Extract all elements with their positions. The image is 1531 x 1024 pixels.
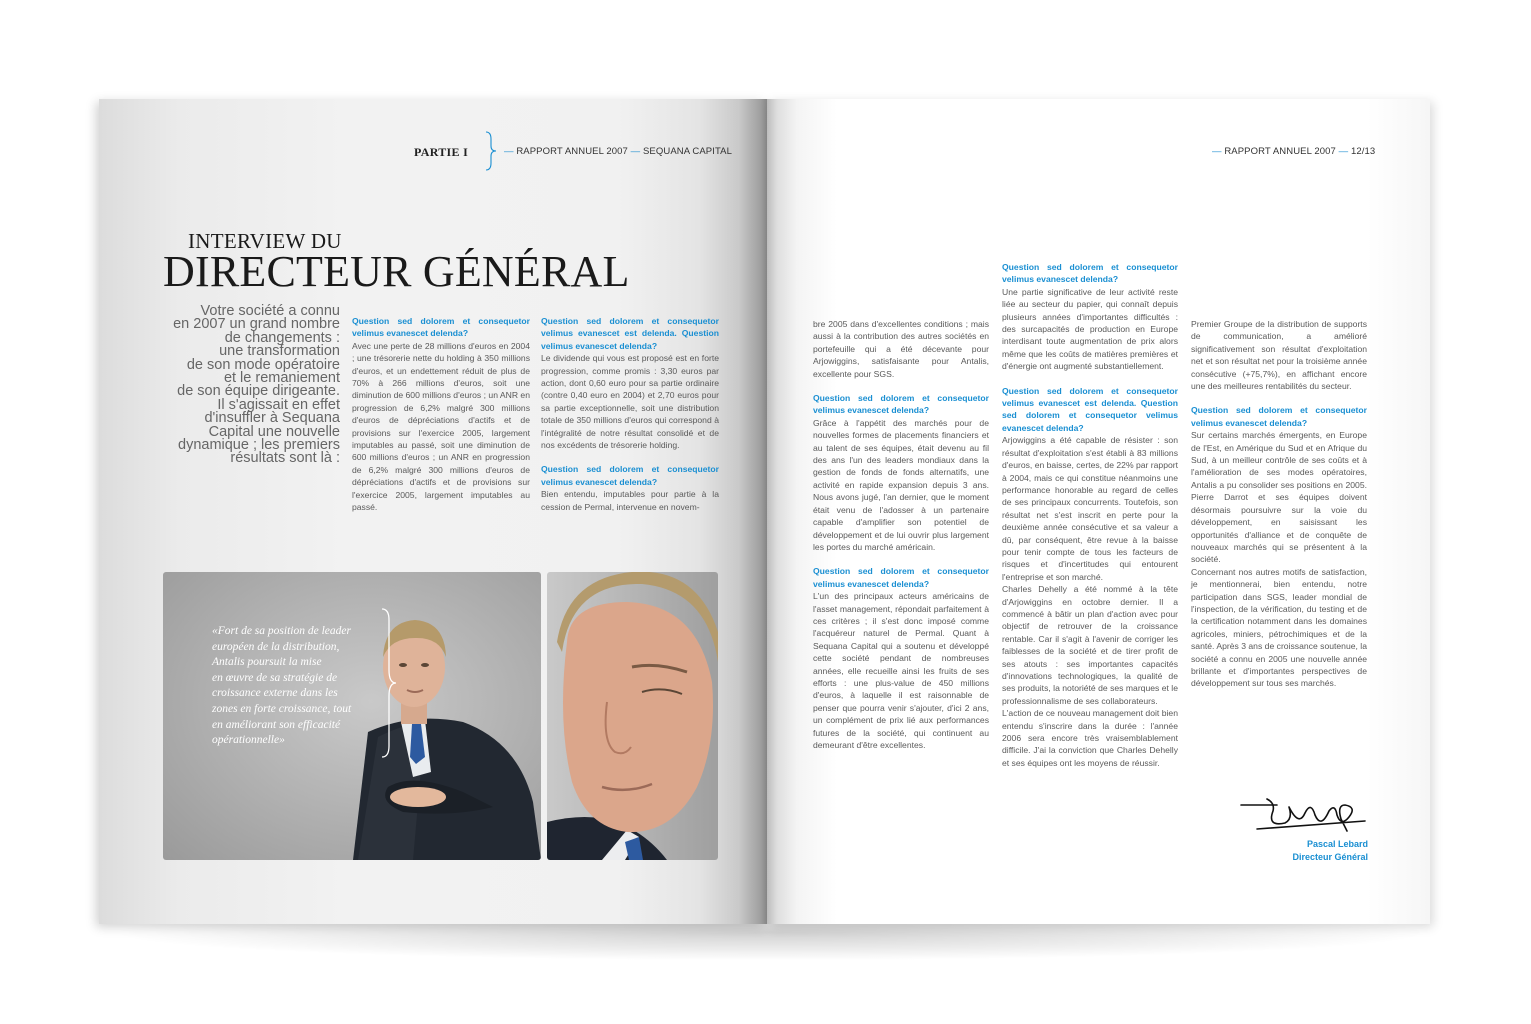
- closeup-illustration: [547, 572, 718, 860]
- answer-text: Avec une perte de 28 millions d'euros en 2004 ; une trésorerie nette du holding à 350 millions d'euros, et un endettement réduit de plus de 70% à 266 millions d'euros, soit une diminution de 600 millions d'euros ; un ANR en progression de 6,2% malgré 300 millions d'euros de dépréciations d'actifs et de provisions sur l'exercice 2005, largement imputables au passé, soit une diminution de 600 millions d'euros ; un ANR en progression de 6,2% malgré 300 millions d'euros de dépréciations d'actifs et de provisions sur l'exercice 2005, largement imputables au passé.: [352, 340, 530, 513]
- column-2: [541, 315, 719, 513]
- question-heading: Question sed dolorem et consequetor velimus evanescet est delenda. Question sed dolorem et consequetor velimus evanescet delenda?: [1002, 385, 1178, 433]
- column-5: [1191, 318, 1367, 690]
- answer-text: Arjowiggins a été capable de résister : son résultat d'exploitation s'est établi à 83 millions d'euros, en baisse, certes, de 22% par rapport à 2004, mais ce qui constitue néanmoins une performance honorable au regard de celles de ses principaux concurrents. Toutefois, son résultat net s'est inscrit en perte pour la deuxième année consécutive et sa valeur a dû, par conséquent, être revue à la baisse pour tenir compte de tous les facteurs de risques et d'incertitudes qui entourent l'entreprise et son marché.: [1002, 435, 1179, 582]
- question-heading: Question sed dolorem et consequetor velimus evanescet delenda?: [1191, 405, 1367, 428]
- handwritten-signature: [1237, 797, 1372, 837]
- answer-text: Concernant nos autres motifs de satisfaction, je mentionnerai, bien entendu, notre participation dans SGS, leader mondial de l'inspection, de la vérification, du testing et de la certification notamment dans les domaines agricoles, miniers, pétrochimiques et de la santé. Après 3 ans de croissance soutenue, la société a connu en 2005 une nouvelle année brillante et d'importantes perspectives de développement sur tous ses marchés.: [1191, 566, 1367, 689]
- executive-portrait-photo: [163, 572, 541, 860]
- running-head-right: — RAPPORT ANNUEL 2007 — 12/13: [1212, 146, 1376, 157]
- answer-text: Sur certains marchés émergents, en Europe de l'Est, en Amérique du Sud et en Afrique du Sud, à un meilleur contrôle de ses coûts et à l'amélioration de ses modes opératoires, Antalis a pu consolider ses positions en 2005. Pierre Darrot et ses équipes doivent désormais poursuivre sur la voie du développement, en saisissant les opportunités d'alliance et de conquête de nouveaux marchés qui se présentent à la société.: [1191, 430, 1367, 565]
- section-label: PARTIE I: [414, 145, 469, 159]
- running-head-company: SEQUANA CAPITAL: [643, 146, 732, 157]
- answer-text: Bien entendu, imputables pour partie à la cession de Permal, intervenue en novem-: [541, 489, 719, 512]
- question-heading: Question sed dolorem et consequetor velimus evanescet est delenda. Question velimus evanescet delenda?: [541, 316, 719, 351]
- question-heading: Question sed dolorem et consequetor velimus evanescet delenda?: [1002, 262, 1178, 285]
- signature-block: [1227, 838, 1368, 863]
- right-page: [767, 99, 1430, 924]
- question-heading: Question sed dolorem et consequetor velimus evanescet delenda?: [352, 316, 530, 339]
- question-heading: Question sed dolorem et consequetor velimus evanescet delenda?: [541, 464, 719, 487]
- intro-text: Votre société a connu en 2007 un grand nombre de changements : une transformation de son mode opératoire et le remaniement de son équipe dirigeante. Il s'agissait en effet d'insuffler à Sequana Capital une nouvelle dynamique ; les premiers résultats sont là :: [173, 303, 340, 467]
- executive-closeup-photo: [547, 572, 718, 860]
- page-title: DIRECTEUR GÉNÉRAL: [163, 247, 630, 296]
- quote-brace-icon: [381, 608, 397, 758]
- running-head-title-right: RAPPORT ANNUEL 2007: [1224, 146, 1336, 157]
- pull-quote: «Fort de sa position de leader européen de la distribution, Antalis poursuit la mise en œuvre de sa stratégie de croissance externe dans les zones en forte croissance, tout en améliorant son efficacité opérationnelle»: [212, 625, 352, 747]
- answer-text: bre 2005 dans d'excellentes conditions ; mais aussi à la contribution des autres sociétés en portefeuille qui a été décevante pour Arjowiggins, satisfaisante pour Antalis, excellente pour SGS.: [813, 319, 989, 379]
- answer-text: L'action de ce nouveau management doit bien entendu s'inscrire dans la durée : l'année 2006 sera encore très vraisemblablement difficile. J'ai la conviction que Charles Dehelly et ses équipes ont les moyens de réussir.: [1002, 708, 1178, 768]
- signatory-role: Directeur Général: [1292, 851, 1368, 862]
- running-head-title: RAPPORT ANNUEL 2007: [516, 146, 628, 157]
- column-1: [352, 315, 530, 514]
- answer-text: Le dividende qui vous est proposé est en forte progression, comme promis : 3,30 euros par action, dont 0,60 euro pour sa partie ordinaire (contre 0,40 euro en 2004) et 2,70 euros pour sa partie exceptionnelle, soit une distribution totale de 350 millions d'euros qui correspond à l'intégralité de notre résultat consolidé et de nos excédents de trésorerie holding.: [541, 353, 719, 451]
- column-3: [813, 318, 989, 751]
- signatory-name: Pascal Lebard: [1306, 839, 1368, 849]
- running-head-left: — RAPPORT ANNUEL 2007 — SEQUANA CAPITAL: [504, 146, 732, 157]
- answer-text: L'un des principaux acteurs américains de l'asset management, répondait parfaitement à ces critères ; il s'est donc imposé comme l'acquéreur naturel de Permal. Quant à Sequana Capital qui a soutenu et développé cette société pendant de nombreuses années, elle recueille ainsi les fruits de ses efforts : une plus-value de 450 millions d'euros, à laquelle il est raisonnable de penser que pourra venir s'ajouter, d'ici 2 ans, un complément de prix lié aux performances futures de la société, qui continuent au demeurant d'être excellentes.: [813, 591, 989, 750]
- question-heading: Question sed dolorem et consequetor velimus evanescet delenda?: [813, 393, 989, 416]
- column-4: [1002, 261, 1178, 769]
- answer-text: Charles Dehelly a été nommé à la tête d'Arjowiggins en octobre dernier. Il a commencé à bâtir un plan d'action avec pour objectif de retrouver de la croissance rentable. Car il s'agit à l'avenir de corriger les faiblesses de la société et de tirer profit de ses atouts : ses importantes capacités d'innovations technologiques, la qualité de ses produits, la notoriété de ses marques et le professionnalisme de ses collaborateurs.: [1002, 584, 1178, 706]
- title-line-1: INTERVIEW DU: [188, 229, 342, 253]
- brace-icon: [484, 131, 498, 171]
- answer-text: Premier Groupe de la distribution de supports de communication, a amélioré significativement son résultat d'exploitation net et son résultat net pour la troisième année consécutive (+75,7%), en affichant encore une des meilleures rentabilités du secteur.: [1191, 319, 1367, 392]
- left-page: [99, 99, 767, 924]
- answer-text: Une partie significative de leur activité reste liée au secteur du papier, qui connaît depuis plusieurs années d'importantes difficultés : des surcapacités de production en Europe interdisant toute augmentation de prix alors même que les coûts de matières premières et d'énergie ont augmenté substantiellement.: [1002, 286, 1178, 372]
- page-number: 12/13: [1351, 146, 1376, 157]
- question-heading: Question sed dolorem et consequetor velimus evanescet delenda?: [813, 566, 989, 589]
- answer-text: Grâce à l'appétit des marchés pour de nouvelles formes de placements financiers et au talent de ses équipes, était devenu au fil des ans l'un des leaders mondiaux dans la gestion de fonds de fonds alternatifs, une activité en rapide expansion depuis 3 ans. Nous avons jugé, l'an dernier, que le moment était venu de l'adosser à un partenaire capable d'amplifier son potentiel de développement et de lui ouvrir plus largement les portes du marché américain.: [813, 417, 989, 552]
